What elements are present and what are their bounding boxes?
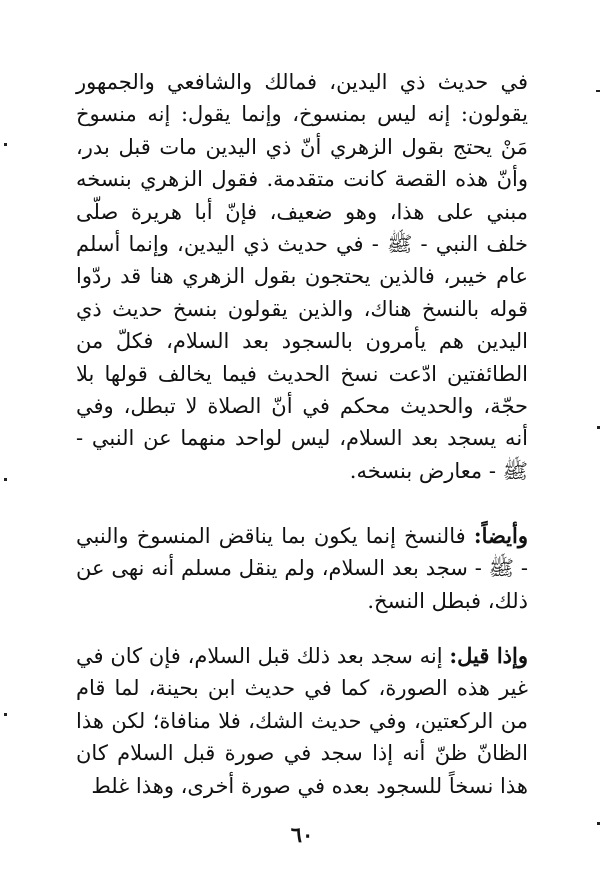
paragraph-1	[76, 66, 528, 487]
margin-mark	[597, 426, 600, 429]
margin-mark	[4, 478, 7, 481]
page-number: ٦٠	[290, 822, 314, 847]
paragraph-2-lead: وأيضاً:	[473, 523, 528, 548]
paragraph-2-text	[76, 520, 528, 617]
margin-mark	[4, 143, 7, 146]
paragraph-3	[76, 640, 528, 802]
paragraph-3-text	[76, 640, 528, 802]
margin-mark	[4, 713, 7, 716]
paragraph-1-text: في حديث ذي اليدين، فمالك والشافعي والجمهور يقولون: إنه ليس بمنسوخ، وإنما يقول: إنه منسوخ مَنْ يحتج بقول الزهري أنّ ذي اليدين مات قبل بدر، وأنّ هذه القصة كانت متقدمة. فقول الزهري بنسخه مبني على هذا، وهو ضعيف، فإنّ أبا هريرة صلّى خلف النبي - ﷺ - في حديث ذي اليدين، وإنما أسلم عام خيبر، فالذين يحتجون بقول الزهري هنا قد ردّوا قوله بالنسخ هناك، والذين يقولون بنسخ حديث ذي اليدين هم يأمرون بالسجود بعد السلام، فكلّ من الطائفتين ادّعت نسخ الحديث فيما يخالف قولها بلا حجّة، والحديث محكم في أنّ الصلاة لا تبطل، وفي أنه يسجد بعد السلام، ليس لواحد منهما عن النبي - ﷺ - معارض بنسخه.	[76, 70, 528, 483]
margin-mark	[596, 90, 600, 92]
paragraph-3-lead: وإذا قيل:	[449, 643, 528, 668]
paragraph-2-body: فالنسخ إنما يكون بما يناقض المنسوخ والنبي - ﷺ - سجد بعد السلام، ولم ينقل مسلم أنه نهى عن ذلك، فبطل النسخ.	[76, 524, 528, 613]
paragraph-2	[76, 520, 528, 617]
paragraph-3-body: إنه سجد بعد ذلك قبل السلام، فإن كان في غير هذه الصورة، كما في حديث ابن بحينة، لما قام من الركعتين، وفي حديث الشك، فلا منافاة؛ لكن هذا الظانّ ظنّ أنه إذا سجد في صورة قبل السلام كان هذا نسخاً للسجود بعده في صورة أخرى، وهذا غلط	[76, 644, 528, 798]
